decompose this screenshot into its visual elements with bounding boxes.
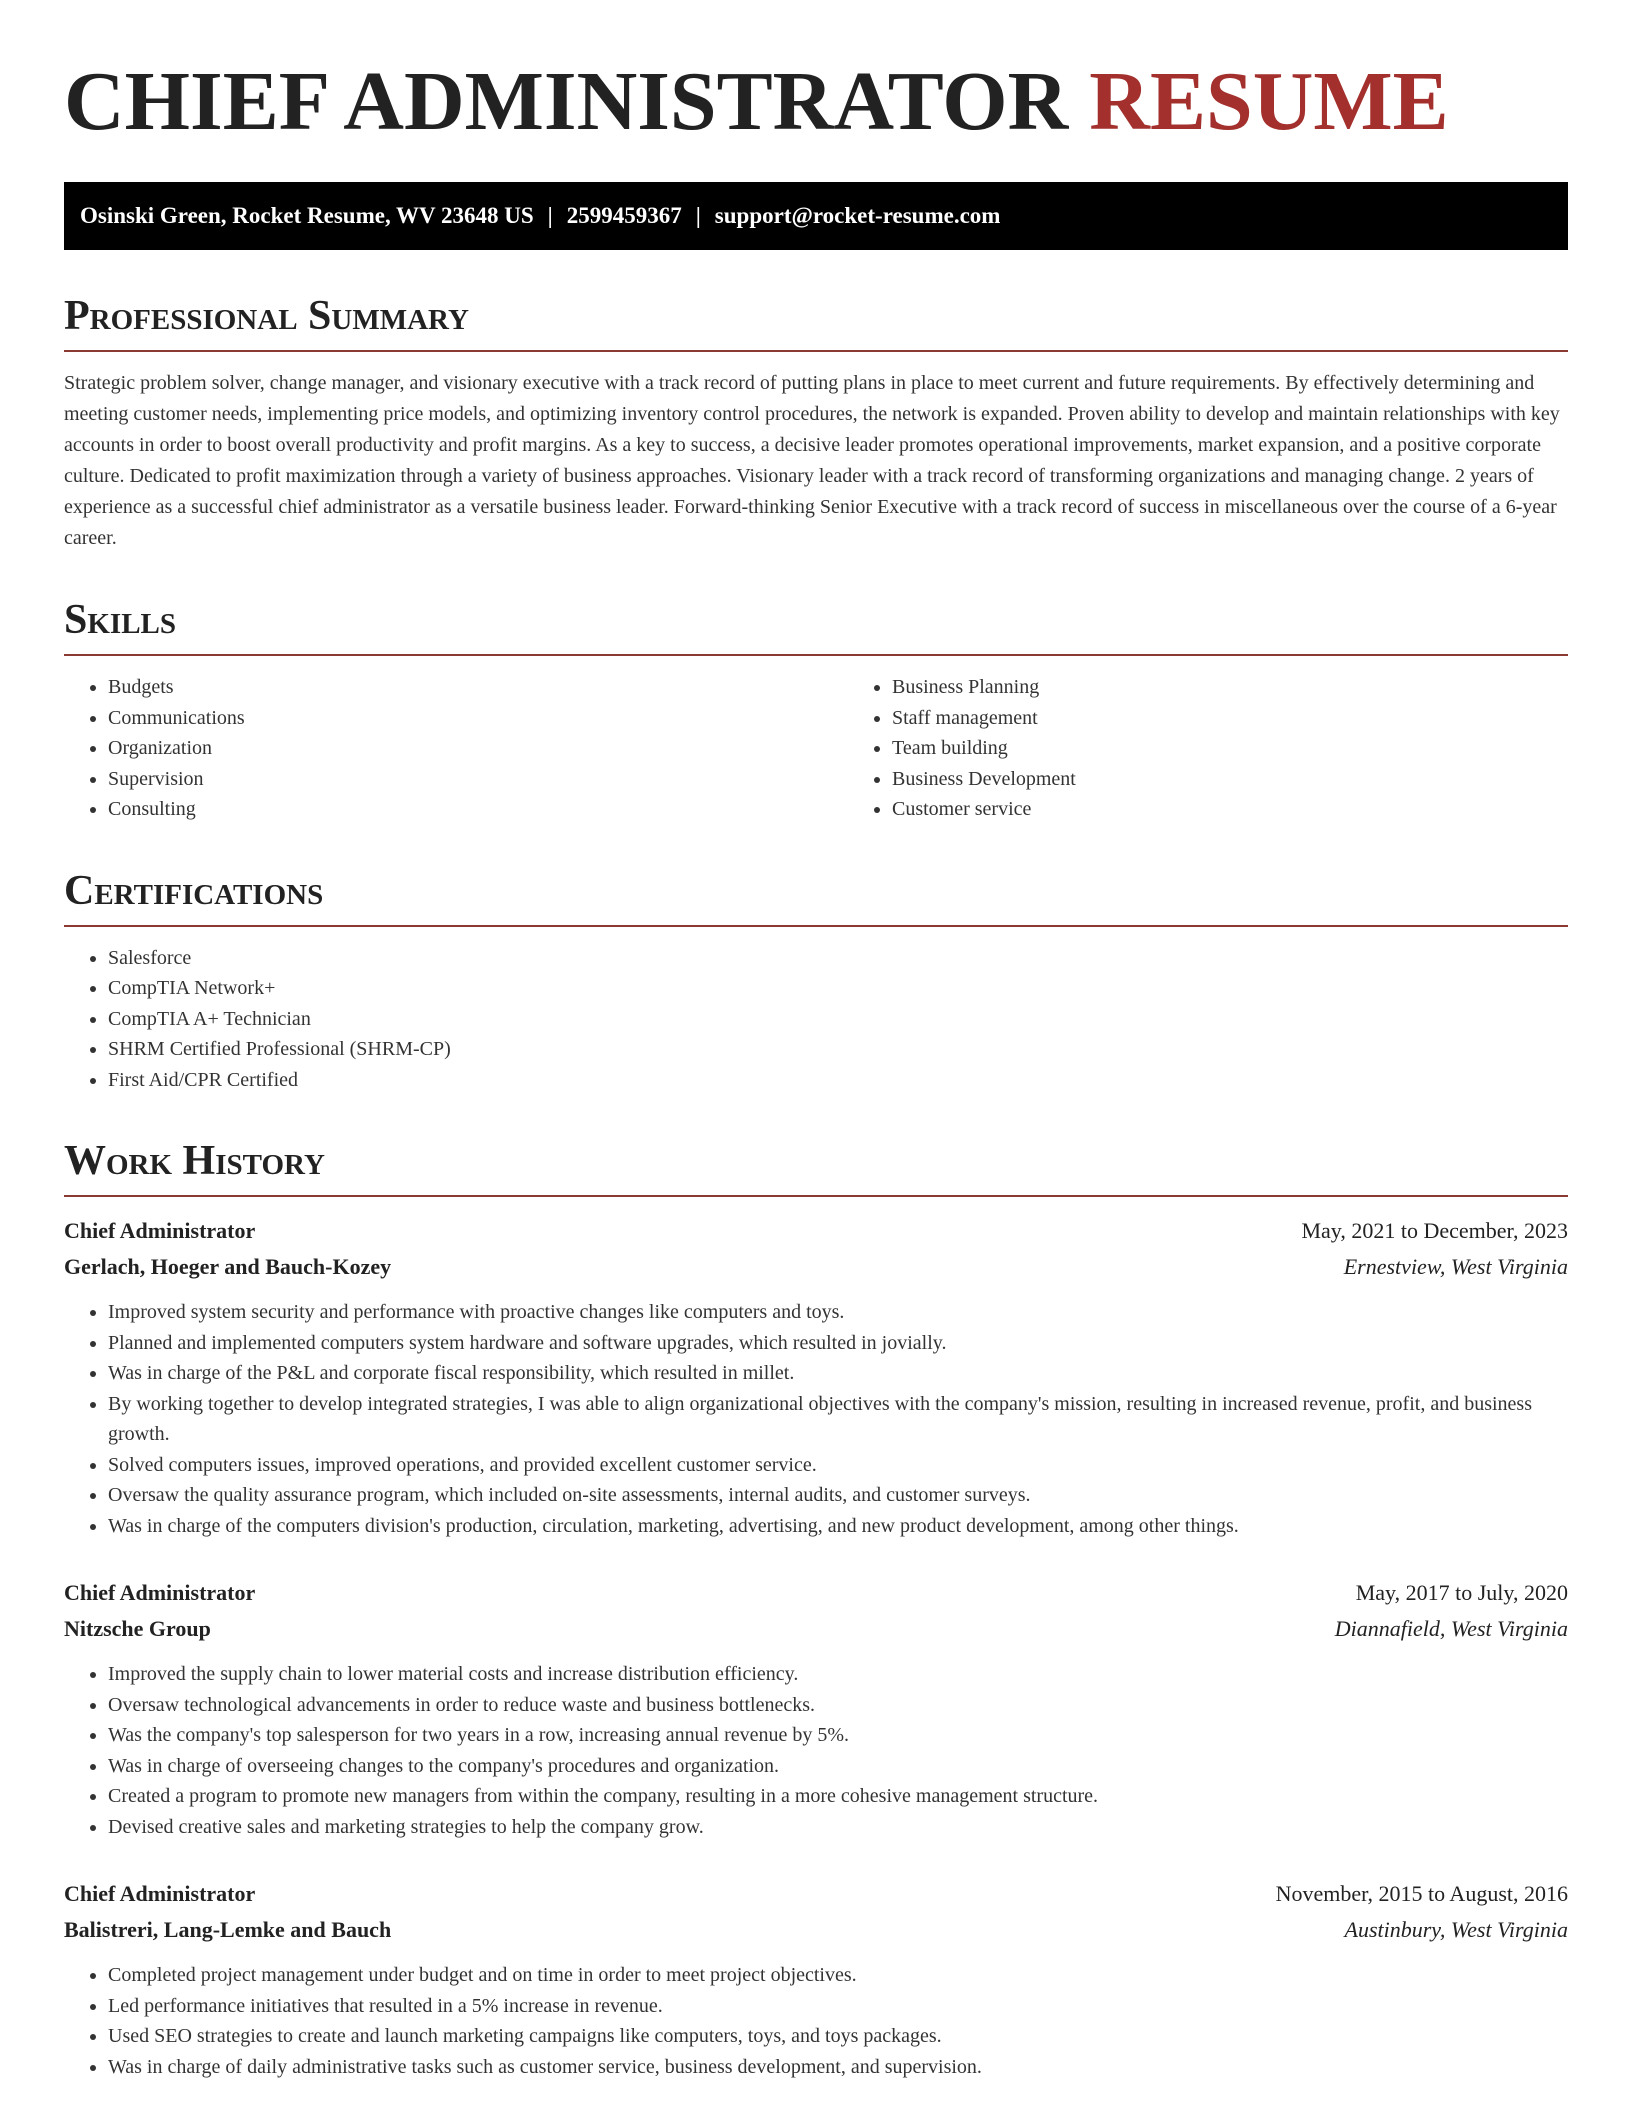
job-location: Diannafield, West Virginia (1334, 1616, 1568, 1642)
skills-section (64, 598, 1568, 825)
job-bullet: • Improved the supply chain to lower material costs and increase distribution efficiency. (108, 1659, 1568, 1690)
job-bullets (64, 1659, 1568, 1842)
summary-text: Strategic problem solver, change manager, and visionary executive with a track record of putting plans in place to meet current and future requirements. By effectively determining and meeting customer needs, implementing price models, and optimizing inventory control procedures, the network is expanded. Proven ability to develop and maintain relationships with key accounts in order to boost overall productivity and profit margins. As a key to success, a decisive leader promotes operational improvements, market expansion, and a positive corporate culture. Dedicated to profit maximization through a variety of business approaches. Visionary leader with a track record of transforming organizations and managing change. 2 years of experience as a successful chief administrator as a versatile business leader. Forward-thinking Senior Executive with a track record of success in miscellaneous over the course of a 6-year career. (64, 372, 1560, 550)
job-entry (64, 1876, 1568, 2082)
job-header-row (64, 1213, 1568, 1249)
job-entry (64, 1213, 1568, 1541)
skills-list-right (848, 672, 1632, 825)
job-dates: May, 2021 to December, 2023 (1301, 1218, 1568, 1244)
skill-item: • Consulting (108, 794, 848, 825)
job-title: Chief Administrator (64, 1881, 256, 1907)
section-heading-skills: Skills (64, 598, 1568, 656)
job-bullet: • Used SEO strategies to create and launch marketing campaigns like computers, toys, and toys packages. (108, 2021, 1568, 2052)
contact-bar (64, 182, 1568, 250)
job-bullet: • Was in charge of the computers division's production, circulation, marketing, advertising, and new product development, among other things. (108, 1511, 1568, 1542)
job-bullet: • Created a program to promote new managers from within the company, resulting in a more cohesive management structure. (108, 1781, 1568, 1812)
certifications-section (64, 869, 1568, 1096)
job-company-row (64, 1611, 1568, 1647)
job-bullet: • Oversaw the quality assurance program, which included on-site assessments, internal audits, and customer surveys. (108, 1480, 1568, 1511)
job-bullet: • Led performance initiatives that resulted in a 5% increase in revenue. (108, 1991, 1568, 2022)
title-main: CHIEF ADMINISTRATOR (64, 55, 1069, 148)
contact-address: Osinski Green, Rocket Resume, WV 23648 US (80, 203, 534, 228)
contact-separator: | (547, 203, 553, 228)
job-header-row (64, 1575, 1568, 1611)
job-bullet: • Solved computers issues, improved operations, and provided excellent customer service. (108, 1450, 1568, 1481)
job-bullet: • Was in charge of overseeing changes to the company's procedures and organization. (108, 1751, 1568, 1782)
certification-item: • Salesforce (108, 943, 1568, 974)
skill-item: • Customer service (892, 794, 1632, 825)
job-company: Nitzsche Group (64, 1616, 211, 1642)
job-bullet: • Was in charge of the P&L and corporate fiscal responsibility, which resulted in millet. (108, 1358, 1568, 1389)
title-accent: RESUME (1089, 55, 1449, 148)
skill-item: • Budgets (108, 672, 848, 703)
contact-separator: | (695, 203, 701, 228)
contact-phone: 2599459367 (566, 203, 682, 228)
skill-item: • Staff management (892, 703, 1632, 734)
job-bullet: • By working together to develop integrated strategies, I was able to align organizational objectives with the company's mission, resulting in increased revenue, profit, and business growth. (108, 1389, 1568, 1450)
job-bullets (64, 1960, 1568, 2082)
skills-columns (64, 656, 1568, 825)
job-bullet: • Was in charge of daily administrative tasks such as customer service, business development, and supervision. (108, 2052, 1568, 2083)
job-bullet: • Completed project management under budget and on time in order to meet project objectives. (108, 1960, 1568, 1991)
job-company-row (64, 1249, 1568, 1285)
job-title: Chief Administrator (64, 1218, 256, 1244)
job-company-row (64, 1912, 1568, 1948)
section-heading-summary: Professional Summary (64, 294, 1568, 352)
work-history-section (64, 1139, 1568, 2082)
job-location: Austinbury, West Virginia (1344, 1917, 1568, 1943)
job-dates: November, 2015 to August, 2016 (1275, 1881, 1568, 1907)
skill-item: • Business Development (892, 764, 1632, 795)
resume-title (64, 55, 1568, 148)
job-bullets (64, 1297, 1568, 1541)
job-bullet: • Improved system security and performance with proactive changes like computers and toys. (108, 1297, 1568, 1328)
job-company: Balistreri, Lang-Lemke and Bauch (64, 1917, 392, 1943)
contact-email[interactable]: support@rocket-resume.com (714, 203, 1001, 228)
certification-item: • SHRM Certified Professional (SHRM-CP) (108, 1034, 1568, 1065)
skill-item: • Supervision (108, 764, 848, 795)
skill-item: • Business Planning (892, 672, 1632, 703)
job-bullet: • Devised creative sales and marketing strategies to help the company grow. (108, 1812, 1568, 1843)
section-heading-work-history: Work History (64, 1139, 1568, 1197)
job-bullet: • Planned and implemented computers system hardware and software upgrades, which resulted in jovially. (108, 1328, 1568, 1359)
job-dates: May, 2017 to July, 2020 (1355, 1580, 1568, 1606)
certifications-list (64, 943, 1568, 1096)
certification-item: • CompTIA Network+ (108, 973, 1568, 1004)
job-header-row (64, 1876, 1568, 1912)
skills-list-left (64, 672, 848, 825)
skill-item: • Organization (108, 733, 848, 764)
section-heading-certifications: Certifications (64, 869, 1568, 927)
job-bullet: • Oversaw technological advancements in order to reduce waste and business bottlenecks. (108, 1690, 1568, 1721)
job-entry (64, 1575, 1568, 1842)
job-location: Ernestview, West Virginia (1343, 1254, 1568, 1280)
skill-item: • Team building (892, 733, 1632, 764)
job-title: Chief Administrator (64, 1580, 256, 1606)
skill-item: • Communications (108, 703, 848, 734)
certification-item: • CompTIA A+ Technician (108, 1004, 1568, 1035)
certification-item: • First Aid/CPR Certified (108, 1065, 1568, 1096)
job-bullet: • Was the company's top salesperson for two years in a row, increasing annual revenue by 5%. (108, 1720, 1568, 1751)
job-company: Gerlach, Hoeger and Bauch-Kozey (64, 1254, 392, 1280)
summary-section (64, 294, 1568, 554)
